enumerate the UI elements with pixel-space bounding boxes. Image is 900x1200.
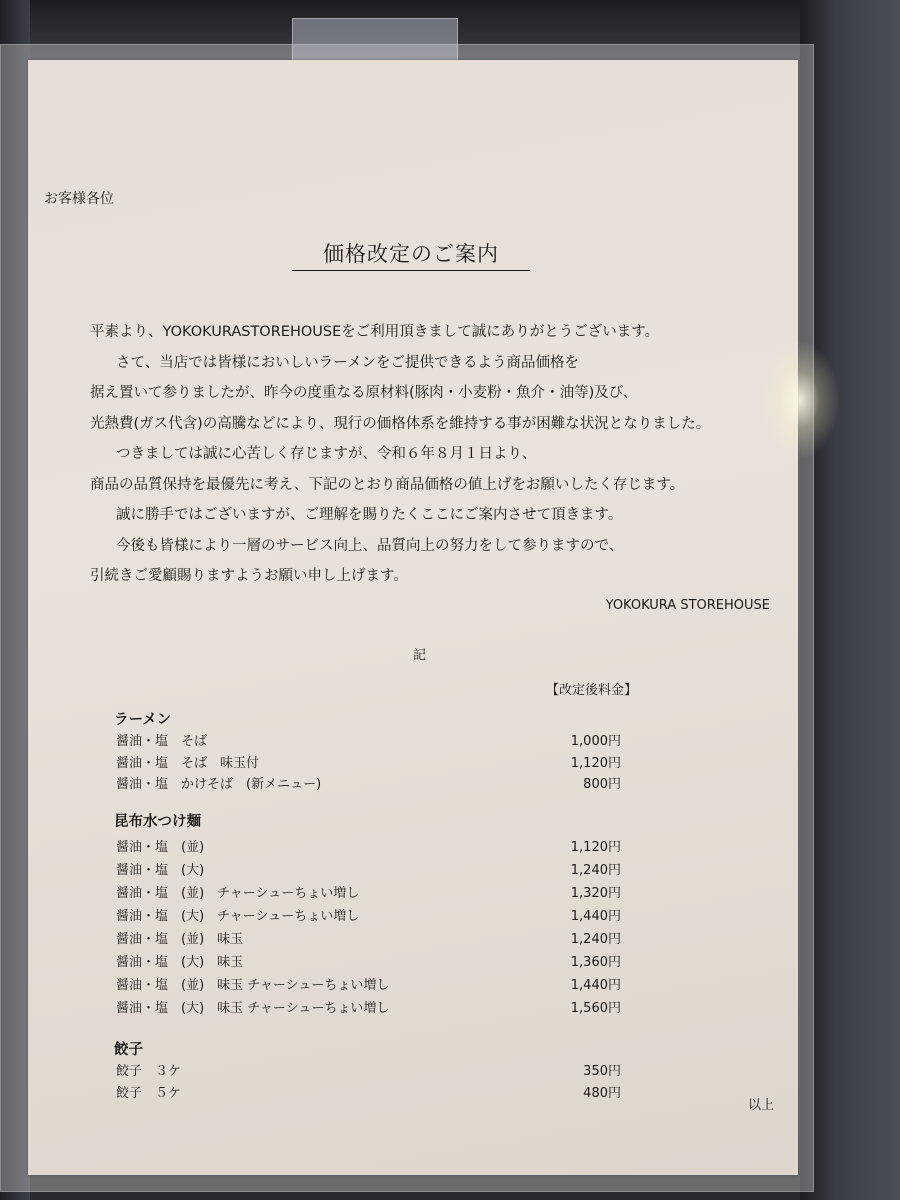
section-title-tsukemen: 昆布水つけ麺: [114, 814, 201, 830]
menu-item-price: 1,000円: [570, 734, 621, 749]
menu-item-name: 餃子 ５ケ: [116, 1086, 182, 1101]
menu-item-price: 1,360円: [570, 955, 621, 970]
paragraph-line: つきましては誠に心苦しく存じますが、令和６年８月１日より、: [116, 446, 537, 462]
menu-item-price: 1,120円: [570, 756, 621, 771]
menu-item-name: 醤油・塩 (並) 味玉: [116, 932, 244, 947]
paragraph-line: 今後も皆様により一層のサービス向上、品質向上の努力をして参りますので、: [116, 537, 624, 554]
menu-item: [116, 928, 621, 948]
tape: [292, 18, 458, 66]
menu-item: [116, 1082, 621, 1102]
menu-item-price: 480円: [583, 1086, 621, 1101]
menu-item-name: 醤油・塩 (並) 味玉 チャーシューちょい増し: [116, 978, 390, 993]
ki-mark: 記: [413, 648, 427, 663]
salutation: お客様各位: [44, 191, 114, 207]
menu-item-price: 350円: [583, 1064, 621, 1079]
menu-item-name: 醤油・塩 (並): [116, 840, 205, 855]
menu-item: [116, 773, 621, 793]
menu-item: [116, 752, 621, 772]
paragraph-line: 据え置いて参りましたが、昨今の度重なる原材料(豚肉・小麦粉・魚介・油等)及び、: [90, 385, 638, 401]
paragraph-line: 商品の品質保持を最優先に考え、下記のとおり商品価格の値上げをお願いしたく存じます。: [90, 476, 685, 493]
menu-item-name: 醤油・塩 (大) チャーシューちょい増し: [116, 909, 360, 924]
menu-item-name: 餃子 ３ケ: [116, 1064, 182, 1079]
menu-item-price: 1,320円: [570, 886, 621, 901]
menu-item-price: 1,240円: [570, 932, 621, 947]
paragraph-line: 引続きご愛顧賜りますようお願い申し上げます。: [90, 568, 408, 584]
menu-item: [116, 905, 621, 925]
menu-item-price: 1,120円: [570, 840, 621, 855]
menu-item-price: 1,240円: [570, 863, 621, 878]
menu-item-price: 1,560円: [570, 1001, 621, 1016]
section-title-gyoza: 餃子: [114, 1042, 143, 1058]
paragraph-line: 誠に勝手ではございますが、ご理解を賜りたくここにご案内させて頂きます。: [116, 507, 623, 523]
menu-item-name: 醤油・塩 そば: [116, 734, 208, 749]
menu-item-price: 800円: [583, 777, 621, 792]
paragraph-line: さて、当店では皆様においしいラーメンをご提供できるよう商品価格を: [116, 354, 579, 371]
paragraph-line: 平素より、YOKOKURASTOREHOUSEをご利用頂きまして誠にありがとうございます。: [90, 324, 660, 340]
section-title-ramen: ラーメン: [114, 712, 172, 728]
notice-title: 価格改定のご案内: [292, 238, 530, 271]
window-frame-right: [800, 0, 900, 1200]
price-header: 【改定後料金】: [546, 683, 638, 698]
menu-item-name: 醤油・塩 (大): [116, 863, 205, 878]
notice-paper: [28, 60, 798, 1175]
menu-item-name: 醤油・塩 かけそば (新メニュー): [116, 777, 322, 792]
menu-item: [116, 974, 621, 994]
menu-item: [116, 882, 621, 902]
menu-item-name: 醤油・塩 (大) 味玉 チャーシューちょい増し: [116, 1001, 390, 1016]
menu-item: [116, 951, 621, 971]
menu-item: [116, 997, 621, 1017]
notice-paragraph: [90, 317, 790, 592]
store-signature: YOKOKURA STOREHOUSE: [605, 598, 770, 613]
menu-item-name: 醤油・塩 (並) チャーシューちょい増し: [116, 886, 360, 901]
menu-item: [116, 730, 621, 750]
menu-item-name: 醤油・塩 そば 味玉付: [116, 756, 260, 771]
paragraph-line: 光熱費(ガス代含)の高騰などにより、現行の価格体系を維持する事が困難な状況となりました。: [90, 415, 711, 432]
closing-mark: 以上: [747, 1098, 774, 1113]
menu-item-name: 醤油・塩 (大) 味玉: [116, 955, 244, 970]
menu-item: [116, 859, 621, 879]
menu-item-price: 1,440円: [570, 909, 621, 924]
light-glare: [760, 340, 840, 460]
menu-item: [116, 836, 621, 856]
menu-item: [116, 1060, 621, 1080]
menu-item-price: 1,440円: [570, 978, 621, 993]
